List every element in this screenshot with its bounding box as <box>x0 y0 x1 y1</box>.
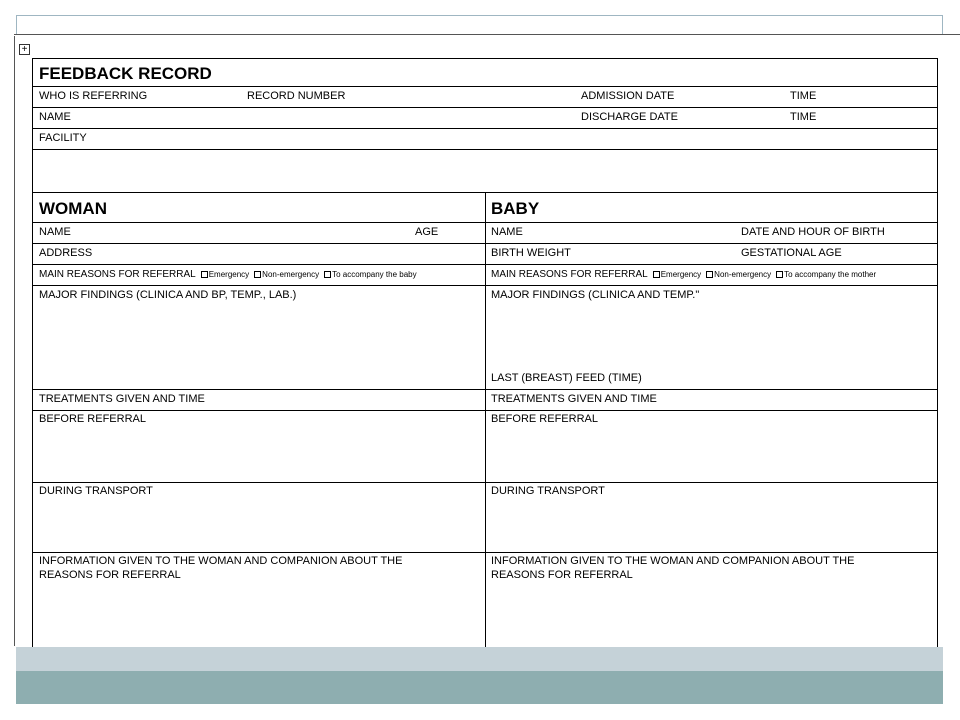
footer-band-dark <box>16 671 943 704</box>
baby-non-emergency-checkbox[interactable] <box>706 271 713 278</box>
woman-main-reasons <box>39 269 417 280</box>
woman-emergency-checkbox[interactable] <box>201 271 208 278</box>
baby-major-findings-label: MAJOR FINDINGS (CLINICA AND TEMP." <box>491 289 700 301</box>
before-referral-row[interactable] <box>33 411 937 483</box>
woman-accompany-label: To accompany the baby <box>332 270 417 279</box>
baby-before-referral-label: BEFORE REFERRAL <box>491 413 598 425</box>
baby-non-emergency-label: Non-emergency <box>714 270 772 279</box>
slide-top-frame <box>16 15 943 35</box>
baby-main-reasons-label: MAIN REASONS FOR REFERRAL <box>491 269 648 280</box>
woman-info-line1: INFORMATION GIVEN TO THE WOMAN AND COMPANION ABOUT THE <box>39 555 403 567</box>
name-age-row[interactable] <box>33 223 937 244</box>
baby-birth-weight-label: BIRTH WEIGHT <box>491 247 571 259</box>
woman-during-transport-label: DURING TRANSPORT <box>39 485 153 497</box>
record-number-label: RECORD NUMBER <box>247 90 346 102</box>
baby-section-title: BABY <box>491 199 540 218</box>
address-row[interactable] <box>33 244 937 265</box>
baby-birth-date-label: DATE AND HOUR OF BIRTH <box>741 226 885 238</box>
woman-major-findings-label: MAJOR FINDINGS (CLINICA AND BP, TEMP., LAB.) <box>39 289 297 301</box>
treatments-row <box>33 390 937 411</box>
woman-name-label: NAME <box>39 226 71 238</box>
baby-emergency-label: Emergency <box>660 270 702 279</box>
woman-info-line2: REASONS FOR REFERRAL <box>39 569 181 581</box>
name-row[interactable] <box>33 108 937 129</box>
discharge-time-label: TIME <box>790 111 817 123</box>
major-findings-row[interactable] <box>33 286 937 390</box>
who-is-referring-label: WHO IS REFERRING <box>39 90 148 102</box>
admission-time-label: TIME <box>790 90 817 102</box>
woman-non-emergency-checkbox[interactable] <box>254 271 261 278</box>
woman-before-referral-label: BEFORE REFERRAL <box>39 413 146 425</box>
name-label: NAME <box>39 111 71 123</box>
discharge-date-label: DISCHARGE DATE <box>581 111 678 123</box>
woman-address-label: ADDRESS <box>39 247 93 259</box>
woman-accompany-checkbox[interactable] <box>324 271 331 278</box>
woman-emergency-label: Emergency <box>208 270 250 279</box>
woman-main-reasons-label: MAIN REASONS FOR REFERRAL <box>39 269 196 280</box>
during-transport-row[interactable] <box>33 483 937 553</box>
referral-info-row[interactable] <box>33 87 937 108</box>
table-left-border <box>14 36 15 646</box>
form-title: FEEDBACK RECORD <box>39 64 212 83</box>
table-move-handle-icon[interactable]: + <box>19 44 30 55</box>
section-heading-row <box>33 193 937 223</box>
information-row[interactable] <box>33 553 937 647</box>
baby-emergency-checkbox[interactable] <box>653 271 660 278</box>
form-title-row <box>33 59 937 87</box>
baby-last-feed-label: LAST (BREAST) FEED (TIME) <box>491 372 642 384</box>
woman-section-title: WOMAN <box>39 199 107 218</box>
footer-band-light <box>16 647 943 671</box>
baby-accompany-checkbox[interactable] <box>776 271 783 278</box>
woman-age-label: AGE <box>415 226 439 238</box>
baby-main-reasons <box>491 269 876 280</box>
table-top-border <box>14 34 960 35</box>
facility-row[interactable] <box>33 129 937 150</box>
admission-date-label: ADMISSION DATE <box>581 90 675 102</box>
baby-treatments-label: TREATMENTS GIVEN AND TIME <box>491 393 657 405</box>
woman-treatments-label: TREATMENTS GIVEN AND TIME <box>39 393 205 405</box>
baby-info-line1: INFORMATION GIVEN TO THE WOMAN AND COMPANION ABOUT THE <box>491 555 855 567</box>
baby-info-line2: REASONS FOR REFERRAL <box>491 569 633 581</box>
feedback-record-form <box>32 58 938 647</box>
facility-blank-row[interactable] <box>33 150 937 193</box>
main-reasons-row <box>33 265 937 286</box>
baby-gestational-age-label: GESTATIONAL AGE <box>741 247 842 259</box>
baby-name-label: NAME <box>491 226 523 238</box>
baby-accompany-label: To accompany the mother <box>784 270 877 279</box>
baby-during-transport-label: DURING TRANSPORT <box>491 485 605 497</box>
facility-label: FACILITY <box>39 132 87 144</box>
woman-non-emergency-label: Non-emergency <box>262 270 320 279</box>
